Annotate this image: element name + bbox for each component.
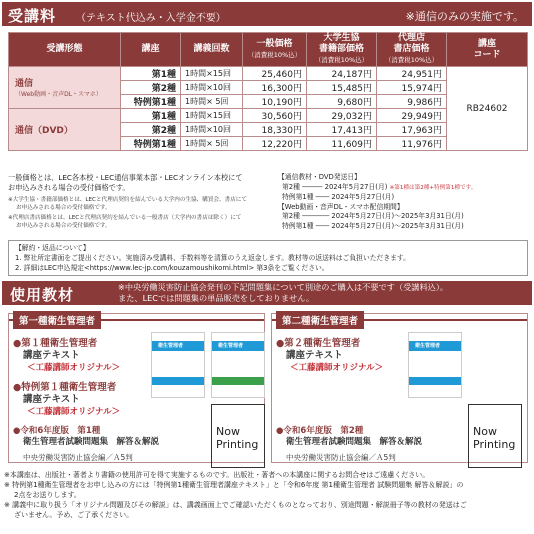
textbook-cover: 衛生管理者 xyxy=(408,332,462,398)
dvd-ship-line: 特例第1種 ―― 2024年5月27日(月) xyxy=(282,193,395,201)
agency-price-cell: 24,951円 xyxy=(377,67,447,81)
now-printing-placeholder: Now Printing xyxy=(211,404,265,468)
coop-price-cell: 9,680円 xyxy=(307,95,377,109)
tuition-subtitle: （テキスト代込み・入学金不要） xyxy=(76,13,226,24)
note-general-1: 一般価格とは、LEC各本校・LEC通信事業本部・LECオンライン本校にて xyxy=(8,173,243,182)
course-code: RB24602 xyxy=(447,67,528,151)
coop-price-cell: 24,187円 xyxy=(307,67,377,81)
sessions-cell: 1時間×10回 xyxy=(181,123,243,137)
general-price-cell: 25,460円 xyxy=(243,67,307,81)
dvd-ship-title: 【通信教材・DVD発送日】 xyxy=(278,173,361,181)
material-item: ●特例第１種衛生管理者 講座テキスト ＜工藤講師オリジナル＞ xyxy=(13,382,121,417)
materials-header xyxy=(2,281,532,305)
textbook-cover: 衛生管理者 xyxy=(211,332,265,398)
note-agency-2: お申込みされる場合の受付価格です。 xyxy=(16,223,111,229)
sessions-cell: 1時間×10回 xyxy=(181,81,243,95)
sessions-cell: 1時間×15回 xyxy=(181,109,243,123)
form-dvd: 通信（DVD） xyxy=(9,109,121,151)
course-cell: 特例第1種 xyxy=(121,95,181,109)
note-general-2: お申込みされる場合の受付価格です。 xyxy=(8,183,130,192)
schedule-notes xyxy=(278,173,530,231)
cancellation-title: 【解約・返品について】 xyxy=(15,244,90,252)
general-price-cell: 10,190円 xyxy=(243,95,307,109)
publisher-label: 中央労働災害防止協会編／Ａ5判 xyxy=(23,453,133,462)
header-code: 講座 コード xyxy=(447,33,528,67)
web-period-title: 【Web動画・音声DL・スマホ配信期間】 xyxy=(278,202,404,211)
coop-price-cell: 29,032円 xyxy=(307,109,377,123)
tuition-title: 受講料 xyxy=(8,7,57,25)
header-sessions: 講義回数 xyxy=(181,33,243,67)
general-price-cell: 30,560円 xyxy=(243,109,307,123)
table-row xyxy=(9,67,528,81)
material-item: ●令和6年度版 第1種 衛生管理者試験問題集 解答＆解説 xyxy=(13,426,160,447)
material-item: ●令和6年度版 第2種 衛生管理者試験問題集 解答＆解説 xyxy=(276,426,423,447)
note-coop-1: ※大学生協・書籍部価格とは、LECと代理店契約を結んでいる大学内の生協、購買会、書店にて xyxy=(8,197,247,203)
note-coop-2: お申込みされる場合の受付価格です。 xyxy=(16,205,111,211)
coop-price-cell: 11,609円 xyxy=(307,137,377,151)
agency-price-cell: 15,974円 xyxy=(377,81,447,95)
form-web: 通信 （Web動画・音声DL・スマホ） xyxy=(9,67,121,109)
footer-note: ※ 講義中に取り扱う「オリジナル問題及びその解説」は、講義画面上でご確認いただくものとなっており、別途問題・解説冊子等の教材の発送はご xyxy=(4,501,467,509)
header-course: 講座 xyxy=(121,33,181,67)
header-general: 一般価格 （消費税10%込） xyxy=(243,33,307,67)
panel-title: 第二種衛生管理者 xyxy=(276,311,364,329)
materials-note: ※中央労働災害防止協会発刊の下記問題集について別途のご購入は不要です（受講料込）。 また、LECでは問題集の単品販売をしておりません。 xyxy=(118,282,449,303)
header-form: 受講形態 xyxy=(9,33,121,67)
panel-second-class xyxy=(271,313,528,463)
web-period-line: 特例第1種 ―― 2024年5月27日(月)〜2025年3月31日(月) xyxy=(282,221,464,230)
agency-price-cell: 29,949円 xyxy=(377,109,447,123)
course-cell: 第1種 xyxy=(121,67,181,81)
tuition-header xyxy=(2,2,532,26)
publisher-label: 中央労働災害防止協会編／Ａ5判 xyxy=(286,453,396,462)
textbook-cover: 衛生管理者 xyxy=(151,332,205,398)
note-agency-1: ※代理店書店価格とは、LECと代理店契約を結んでいる一般書店（大学内の書店は除く）にて xyxy=(8,215,242,221)
general-price-cell: 16,300円 xyxy=(243,81,307,95)
footer-note: 2点をお送りします。 xyxy=(14,491,81,499)
cancellation-line: 2. 詳細はLEC申込規定<https://www.lec-jp.com/kouzamoushikomi.html> 第3条をご覧ください。 xyxy=(15,264,329,272)
header-agency: 代理店 書店価格 （消費税10%込） xyxy=(377,33,447,67)
general-price-cell: 18,330円 xyxy=(243,123,307,137)
footer-note: ※本講座は、出版社・著者より書籍の使用許可を得て実施するものです。出版社・著者への本講座に関するお問合せはご遠慮ください。 xyxy=(4,471,430,479)
price-notes xyxy=(8,173,270,230)
web-period-line: 第2種 ―――― 2024年5月27日(月)〜2025年3月31日(月) xyxy=(282,212,464,220)
course-cell: 第2種 xyxy=(121,123,181,137)
course-cell: 第2種 xyxy=(121,81,181,95)
footer-notes xyxy=(4,470,530,520)
footer-note: ※ 特例第1種衛生管理者をお申し込みの方には「特例第1種衛生管理者講座テキスト」と「令和6年度 第1種衛生管理者 試験問題集 解答＆解説」の xyxy=(4,481,464,489)
tuition-note: ※通信のみの実施です。 xyxy=(405,10,524,23)
course-cell: 特例第1種 xyxy=(121,137,181,151)
header-coop: 大学生協 書籍部価格 （消費税10%込） xyxy=(307,33,377,67)
now-printing-placeholder: Now Printing xyxy=(468,404,522,468)
price-table xyxy=(8,32,528,151)
material-item: ●第１種衛生管理者 講座テキスト ＜工藤講師オリジナル＞ xyxy=(13,338,121,373)
material-item: ●第２種衛生管理者 講座テキスト ＜工藤講師オリジナル＞ xyxy=(276,338,384,373)
cancellation-line: 1. 弊社所定書面をご提出ください。実施済み受講料、手数料等を清算のうえ返金します。教材等の返送料はご負担いただきます。 xyxy=(15,254,410,262)
agency-price-cell: 9,986円 xyxy=(377,95,447,109)
sessions-cell: 1時間×15回 xyxy=(181,67,243,81)
cancellation-box xyxy=(8,240,528,276)
dvd-ship-line: 第2種 ――― 2024年5月27日(月) ※第1種は第2種+特例第1種です。 xyxy=(282,182,477,191)
panel-first-class xyxy=(8,313,265,463)
coop-price-cell: 15,485円 xyxy=(307,81,377,95)
footer-note: ざいません。予め、ご了承ください。 xyxy=(14,511,134,519)
general-price-cell: 12,220円 xyxy=(243,137,307,151)
agency-price-cell: 17,963円 xyxy=(377,123,447,137)
sessions-cell: 1時間× 5回 xyxy=(181,137,243,151)
panel-title: 第一種衛生管理者 xyxy=(13,311,101,329)
agency-price-cell: 11,976円 xyxy=(377,137,447,151)
course-cell: 第1種 xyxy=(121,109,181,123)
coop-price-cell: 17,413円 xyxy=(307,123,377,137)
materials-title: 使用教材 xyxy=(10,286,75,304)
sessions-cell: 1時間× 5回 xyxy=(181,95,243,109)
